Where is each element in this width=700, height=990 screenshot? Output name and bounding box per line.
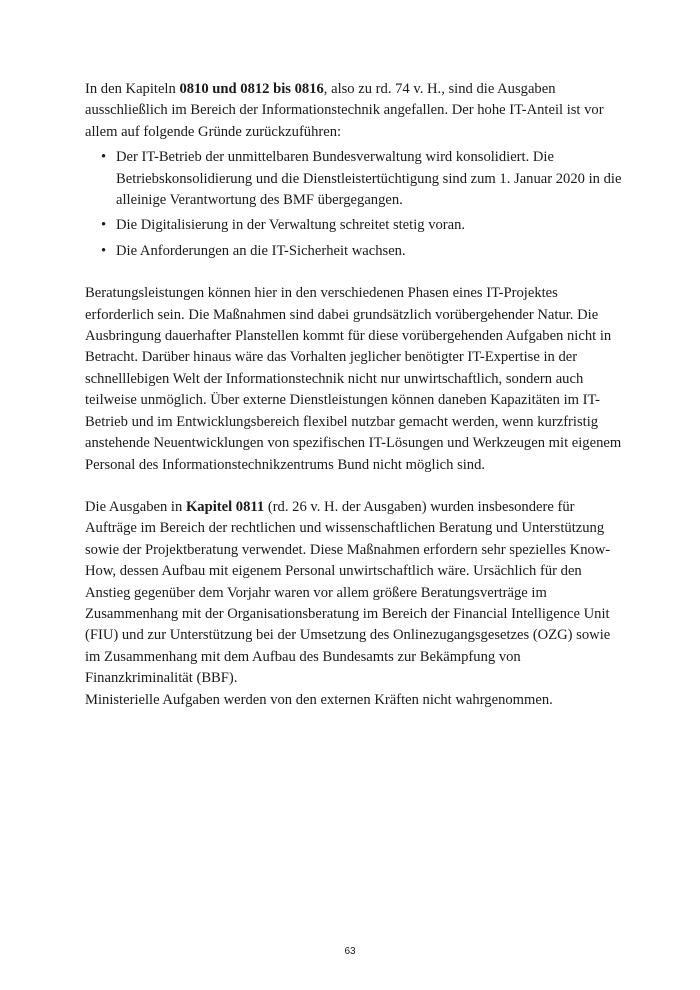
bullet-text-digitalization: Die Digitalisierung in der Verwaltung schreitet stetig voran. bbox=[116, 217, 466, 234]
paragraph-consulting-services: Beratungsleistungen können hier in den verschiedenen Phasen eines IT-Projektes erforderlich sein. Die Maßnahmen sind dabei grundsätzlich vorübergehender Natur. Die Ausbringung dauerhafter Planstellen kommt für diese vorübergehenden Aufgaben nicht in Betracht. Darüber hinaus wäre das Vorhalten jeglicher benötigter IT-Expertise in der schnelllebigen Welt der Informationstechnik nicht nur unwirtschaftlich, sondern auch teilweise unmöglich. Über externe Dienstleistungen können daneben Kapazitäten im IT-Betrieb und im Entwicklungsbereich flexibel nutzbar gemacht werden, wenn kurzfristig anstehende Neuentwicklungen von spezifischen IT-Lösungen und Werkzeugen mit eigenem Personal des Informationstechnikzentrums Bund nicht möglich sind. bbox=[85, 285, 622, 473]
bullet-dot-icon: • bbox=[101, 242, 107, 259]
bullet-item-it-security bbox=[85, 241, 625, 262]
bullet-text-it-security: Die Anforderungen an die IT-Sicherheit wachsen. bbox=[116, 242, 406, 259]
paragraph-chapter-0811-prefix: Die Ausgaben in bbox=[85, 498, 186, 515]
bullet-dot-icon: • bbox=[101, 149, 107, 166]
paragraph-chapter-0811 bbox=[85, 497, 625, 711]
document-page bbox=[85, 79, 625, 711]
paragraph-ministerial-tasks: Ministerielle Aufgaben werden von den externen Kräften nicht wahrgenommen. bbox=[85, 691, 553, 708]
chapters-0810-0816-bold: 0810 und 0812 bis 0816 bbox=[179, 81, 324, 97]
bullet-dot-icon: • bbox=[101, 217, 107, 234]
reasons-bullet-list bbox=[85, 147, 625, 262]
bullet-item-it-operations bbox=[85, 147, 625, 211]
page-number: 63 bbox=[344, 946, 356, 957]
paragraph-chapter-0811-suffix: (rd. 26 v. H. der Ausgaben) wurden insbesondere für Aufträge im Bereich der rechtlichen und wissenschaftlichen Beratung und Unterstützung sowie der Projektberatung verwendet. Diese Maßnahmen erfordern sehr spezielles Know-How, dessen Aufbau mit eigenem Personal unwirtschaftlich wäre. Ursächlich für den Anstieg gegenüber dem Vorjahr waren vor allem größere Beratungsverträge im Zusammenhang mit der Organisationsberatung im Bereich der Financial Intelligence Unit (FIU) und zur Unterstützung bei der Umsetzung des Onlinezugangsgesetzes (OZG) sowie im Zusammenhang mit dem Aufbau des Bundesamts zur Bekämpfung von Finanzkriminalität (BBF). bbox=[85, 498, 611, 687]
paragraph-it-chapters-suffix: , also zu rd. 74 v. H., sind die Ausgaben ausschließlich im Bereich der Informationstechnik angefallen. Der hohe IT-Anteil ist vor allem auf folgende Gründe zurückzuführen: bbox=[85, 81, 604, 140]
paragraph-it-chapters bbox=[85, 79, 625, 143]
bullet-item-digitalization bbox=[85, 215, 625, 236]
paragraph-it-chapters-prefix: In den Kapiteln bbox=[85, 81, 180, 97]
chapter-0811-bold: Kapitel 0811 bbox=[185, 498, 265, 515]
bullet-text-it-operations: Der IT-Betrieb der unmittelbaren Bundesverwaltung wird konsolidiert. Die Betriebskonsolidierung und die Dienstleistertüchtigung sind zum 1. Januar 2020 in die alleinige Verantwortung des BMF übergegangen. bbox=[116, 149, 622, 209]
